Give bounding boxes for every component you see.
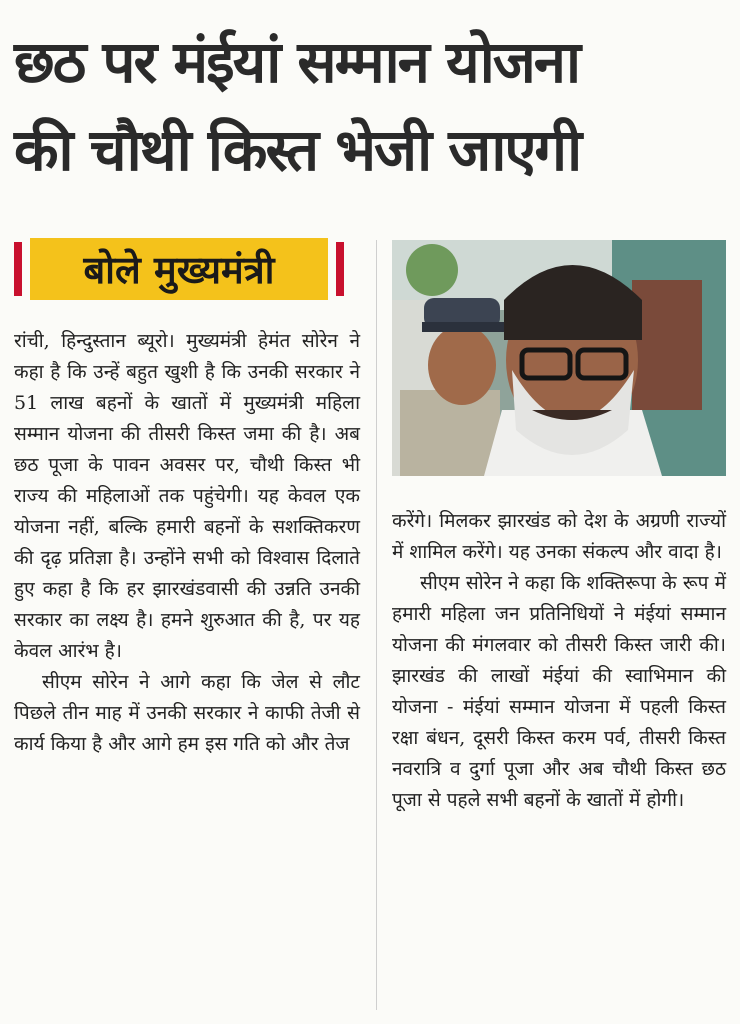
column-divider	[376, 240, 377, 1010]
headline	[14, 18, 726, 194]
article-paragraph: सीएम सोरेन ने आगे कहा कि जेल से लौट पिछले तीन माह में उनकी सरकार ने काफी तेजी से कार्य किया है और आगे हम इस गति को और तेज	[14, 671, 360, 755]
kicker-box	[30, 238, 328, 300]
headline-line-1: छठ पर मंईयां सम्मान योजना	[14, 28, 579, 96]
news-photo	[392, 240, 726, 476]
headline-line-2: की चौथी किस्त भेजी जाएगी	[14, 116, 581, 184]
kicker-label	[14, 238, 344, 300]
article-paragraph: सीएम सोरेन ने कहा कि शक्तिरूपा के रूप में हमारी महिला जन प्रतिनिधियों ने मंईयां सम्मान योजना की मंगलवार को तीसरी किस्त जारी की। झारखंड की लाखों मंईयां की स्वाभिमान की योजना - मंईयां सम्मान योजना में पहली किस्त रक्षा बंधन, दूसरी किस्त करम पर्व, तीसरी किस्त नवरात्रि व दुर्गा पूजा और अब चौथी किस्त छठ पूजा से पहले सभी बहनों के खातों में होगी।	[392, 572, 726, 811]
man-figure	[484, 265, 662, 476]
article-paragraph: रांची, हिन्दुस्तान ब्यूरो। मुख्यमंत्री हेमंत सोरेन ने कहा है कि उन्हें बहुत खुशी है कि उनकी सरकार ने 51 लाख बहनों के खातों में मुख्यमंत्री महिला सम्मान योजना की तीसरी किस्त जमा की है। अब छठ पूजा के पावन अवसर पर, चौथी किस्त भी राज्य की महिलाओं तक पहुंचेगी। यह केवल एक योजना नहीं, बल्कि हमारी बहनों के सशक्तिकरण की दृढ़ प्रतिज्ञा है। उन्होंने सभी को विश्वास दिलाते हुए कहा है कि हर झारखंडवासी की उन्नति उनकी सरकार का लक्ष्य है। हमने शुरुआत की है, पर यह केवल आरंभ है।	[14, 330, 360, 662]
article-column-right	[392, 506, 726, 816]
kicker-bar-left	[14, 242, 22, 296]
kicker-text: बोले मुख्यमंत्री	[83, 248, 275, 292]
article-column-left	[14, 326, 360, 760]
article-paragraph: करेंगे। मिलकर झारखंड को देश के अग्रणी राज्यों में शामिल करेंगे। यह उनका संकल्प और वादा है।	[392, 510, 726, 563]
kicker-bar-right	[336, 242, 344, 296]
